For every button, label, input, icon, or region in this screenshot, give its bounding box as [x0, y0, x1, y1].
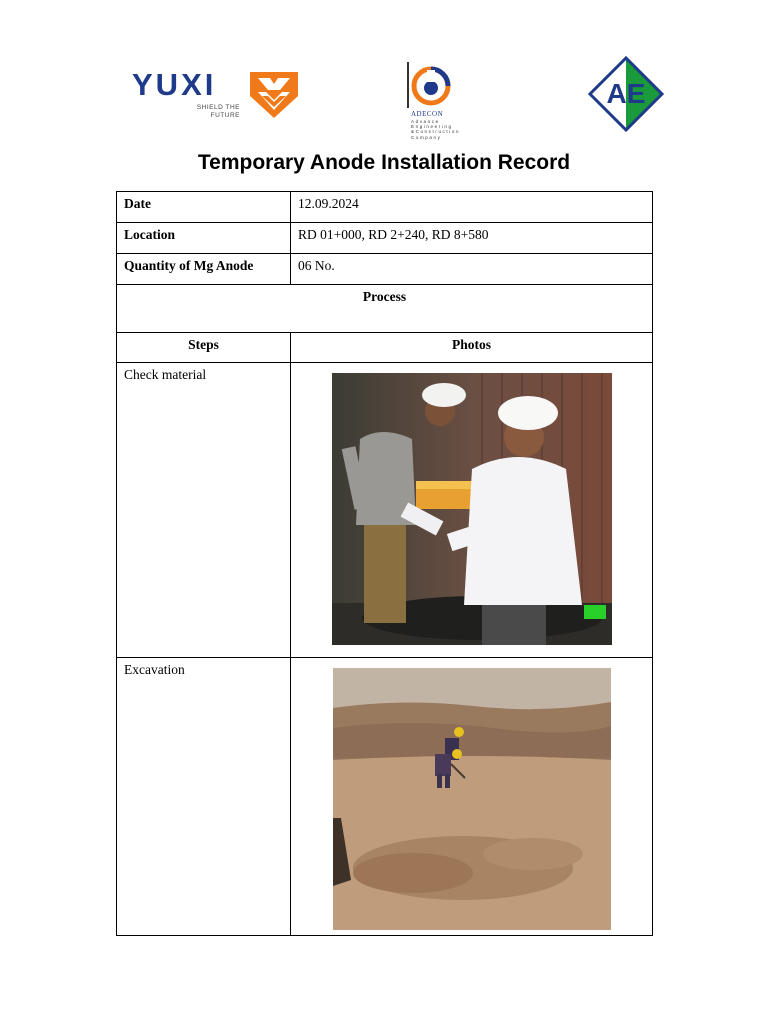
process-heading: Process	[117, 285, 653, 333]
adecon-wordmark: ADECON	[411, 110, 444, 118]
location-value: RD 01+000, RD 2+240, RD 8+580	[291, 223, 653, 254]
steps-header: Steps	[117, 333, 291, 363]
photos-header: Photos	[291, 333, 653, 363]
info-row-quantity	[117, 254, 653, 285]
logo-bar	[0, 56, 768, 142]
yuxi-tagline-line-1: SHIELD THE	[196, 104, 240, 111]
step-label: Check material	[117, 363, 291, 658]
yuxi-tagline	[180, 104, 240, 120]
quantity-value: 06 No.	[291, 254, 653, 285]
quantity-label: Quantity of Mg Anode	[117, 254, 291, 285]
column-header-row	[117, 333, 653, 363]
installation-record-table	[116, 191, 653, 936]
adecon-logo	[405, 60, 459, 142]
excavation-photo	[333, 668, 611, 930]
adecon-emblem-icon	[405, 60, 459, 110]
ae-diamond-logo	[588, 56, 664, 132]
step-label: Excavation	[117, 658, 291, 936]
check-material-photo	[332, 373, 612, 645]
photo-cell	[291, 658, 653, 936]
yuxi-logo	[132, 68, 304, 120]
process-step-row	[117, 363, 653, 658]
date-value: 12.09.2024	[291, 192, 653, 223]
yuxi-shield-icon	[248, 70, 300, 120]
yuxi-tagline-line-2: FUTURE	[210, 112, 240, 119]
yuxi-wordmark: YUXI	[132, 67, 217, 102]
page-title: Temporary Anode Installation Record	[197, 151, 571, 174]
info-row-date	[117, 192, 653, 223]
photo-cell	[291, 363, 653, 658]
process-heading-row	[117, 285, 653, 333]
ae-letters: AE	[606, 78, 646, 109]
info-row-location	[117, 223, 653, 254]
location-label: Location	[117, 223, 291, 254]
adecon-subtitle: Advance Engineering &Construction Company	[411, 119, 461, 140]
date-label: Date	[117, 192, 291, 223]
process-step-row	[117, 658, 653, 936]
